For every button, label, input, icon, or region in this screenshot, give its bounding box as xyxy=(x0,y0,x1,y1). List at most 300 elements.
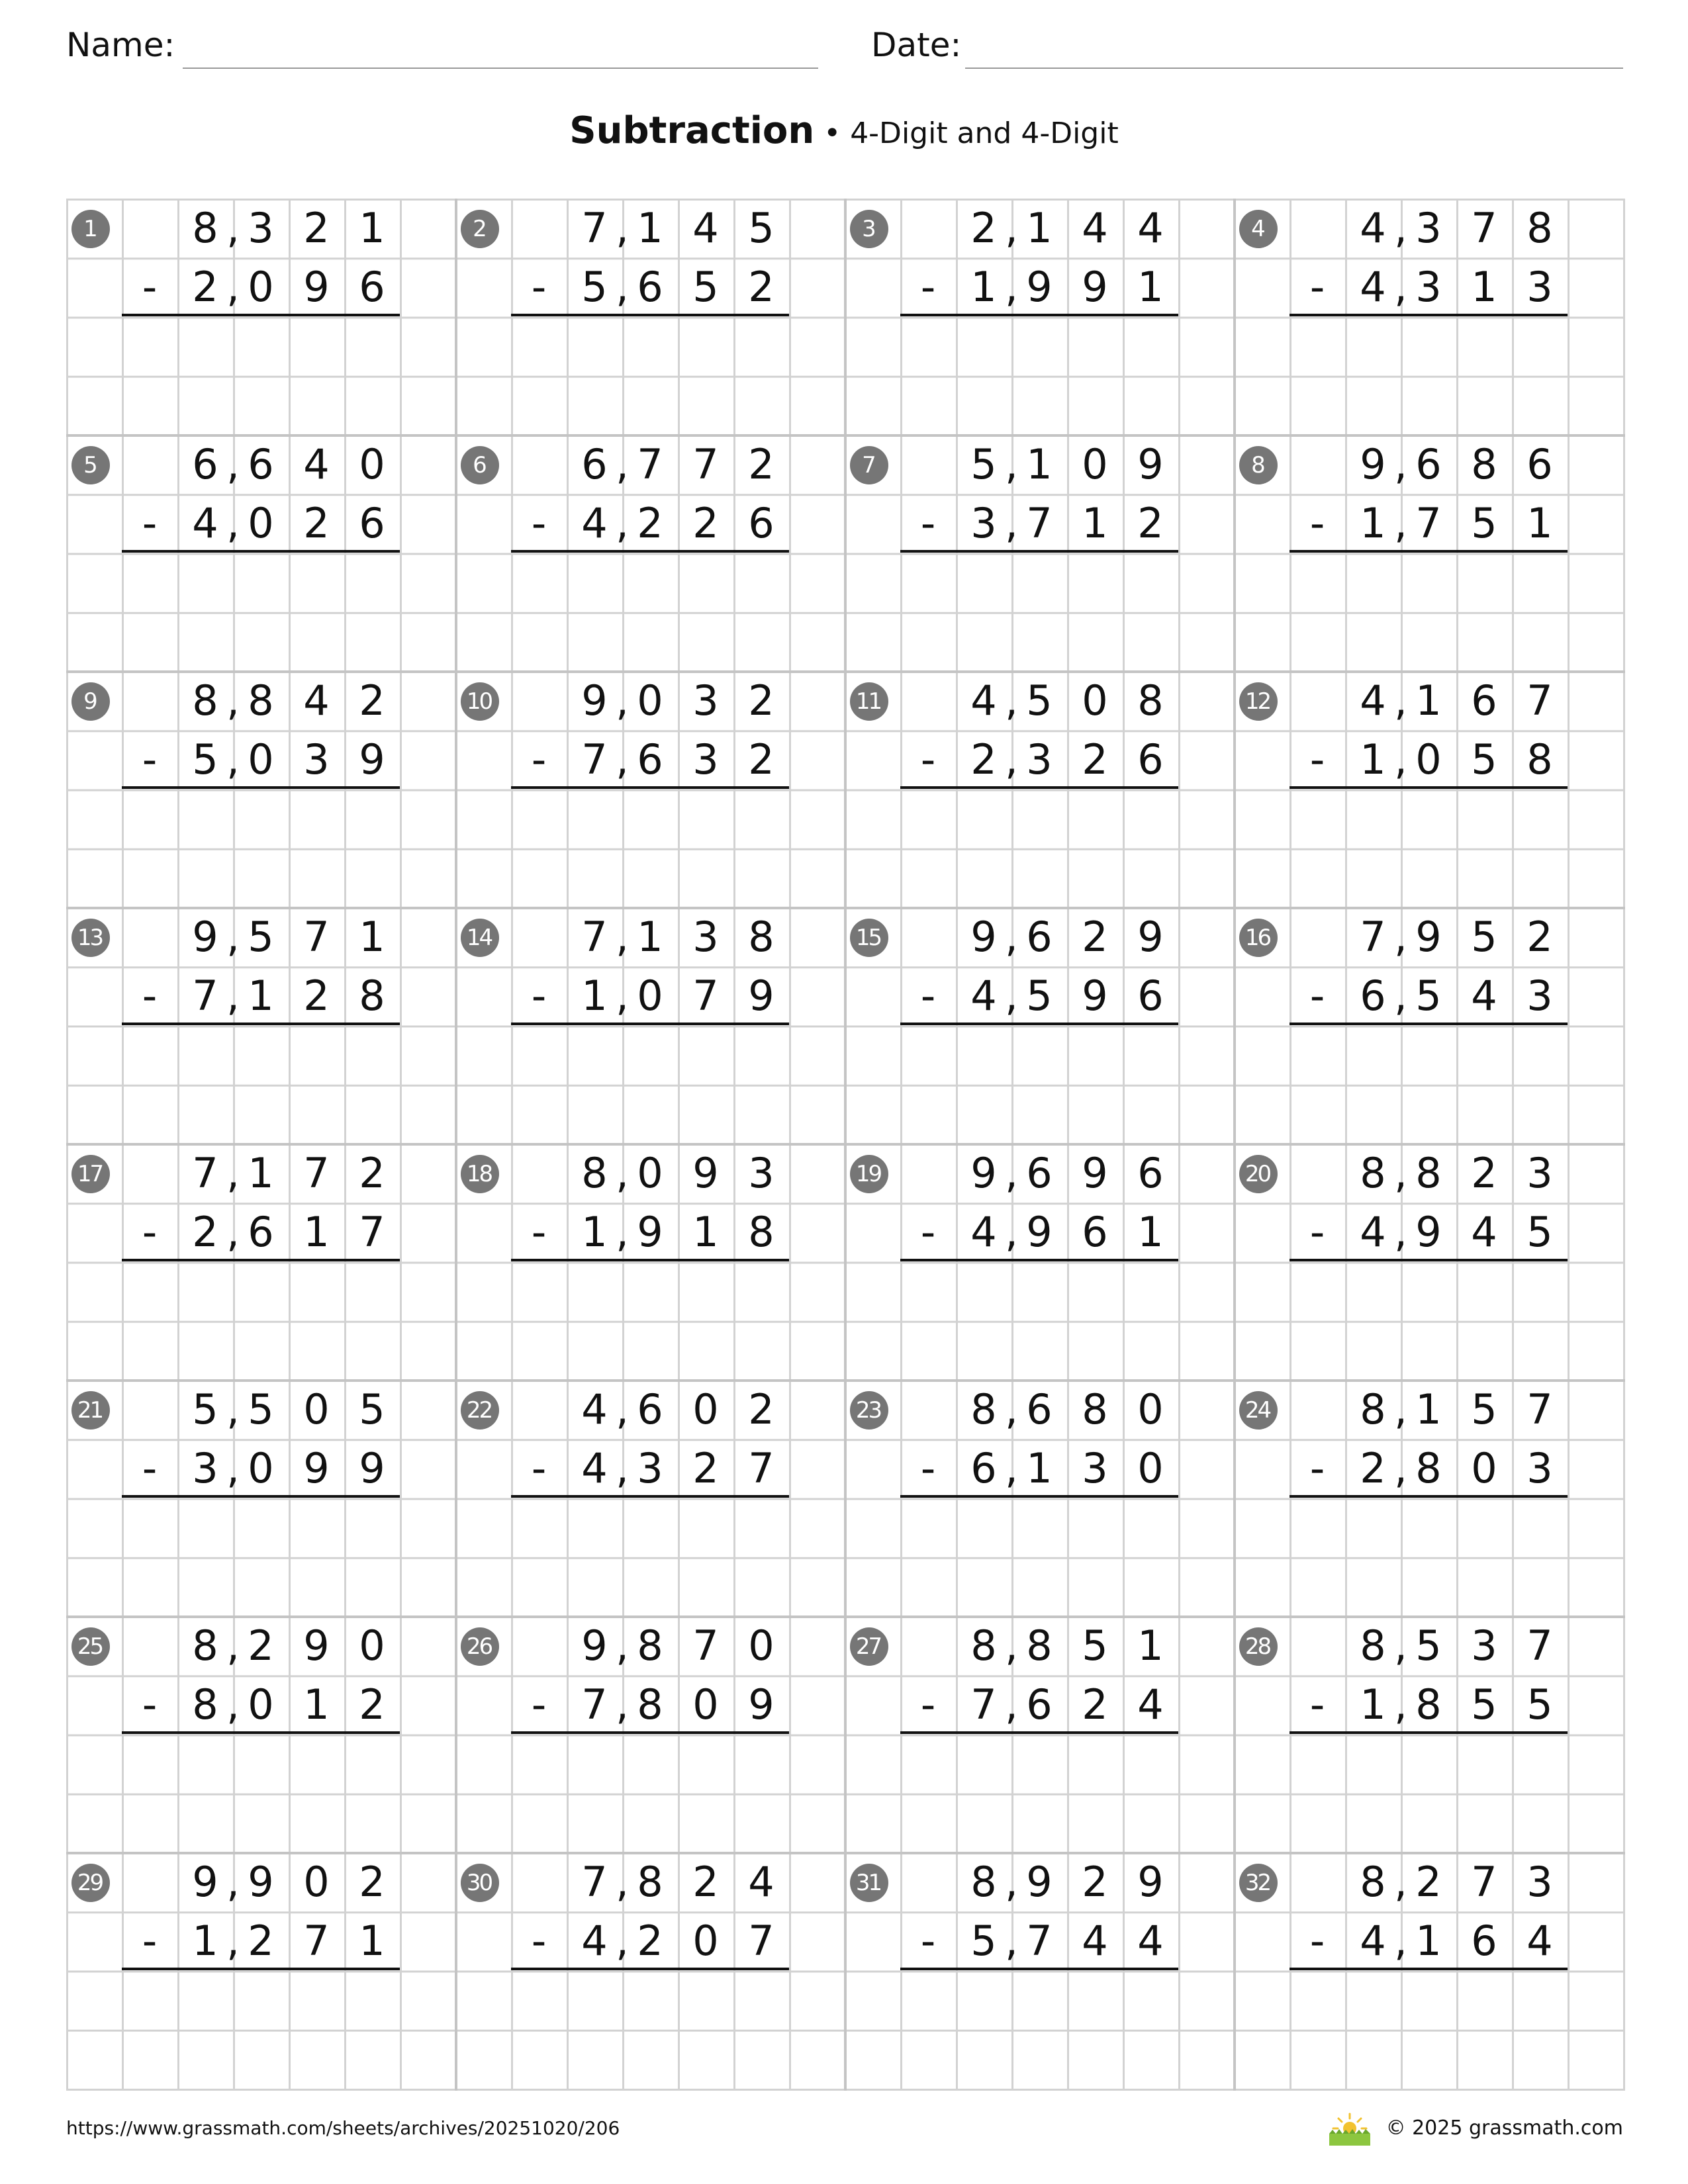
minus-sign: - xyxy=(920,1208,936,1256)
problem-number-badge: 16 xyxy=(1239,919,1278,957)
answer-area[interactable] xyxy=(511,1972,789,2084)
subtrahend-digit: 1 xyxy=(970,263,997,311)
thousands-comma: , xyxy=(226,263,240,311)
answer-area[interactable] xyxy=(122,1026,400,1139)
minuend-digit: 4 xyxy=(1082,204,1108,252)
minuend-digit: 6 xyxy=(581,440,608,488)
answer-line xyxy=(511,1495,789,1498)
footer-copyright: © 2025 grassmath.com xyxy=(1385,2116,1623,2140)
minuend-digit: 7 xyxy=(192,1149,218,1197)
minuend-digit: 1 xyxy=(248,1149,274,1197)
minuend-digit: 8 xyxy=(192,676,218,725)
answer-line xyxy=(1289,1968,1568,1970)
thousands-comma: , xyxy=(1005,204,1018,252)
thousands-comma: , xyxy=(616,972,629,1020)
minus-sign: - xyxy=(531,972,547,1020)
thousands-comma: , xyxy=(1005,913,1018,961)
subtrahend-digit: 8 xyxy=(359,972,385,1020)
subtrahend-digit: 7 xyxy=(1026,499,1053,547)
minuend-digit: 8 xyxy=(1360,1149,1386,1197)
minuend-digit: 9 xyxy=(192,913,218,961)
subtrahend-digit: 0 xyxy=(1137,1444,1164,1492)
answer-area[interactable] xyxy=(900,318,1178,430)
minuend-digit: 3 xyxy=(692,913,719,961)
minuend-digit: 2 xyxy=(1082,913,1108,961)
minuend-digit: 2 xyxy=(748,676,774,725)
minuend-digit: 2 xyxy=(1471,1149,1497,1197)
answer-area[interactable] xyxy=(1289,790,1568,903)
thousands-comma: , xyxy=(616,204,629,252)
thousands-comma: , xyxy=(1005,1385,1018,1433)
thousands-comma: , xyxy=(1005,1208,1018,1256)
problem-number-badge: 29 xyxy=(71,1864,110,1902)
minuend-digit: 8 xyxy=(1082,1385,1108,1433)
minuend-digit: 5 xyxy=(1026,676,1053,725)
thousands-comma: , xyxy=(616,1444,629,1492)
subtrahend-digit: 2 xyxy=(303,972,330,1020)
problem xyxy=(66,199,455,435)
minuend-digit: 9 xyxy=(692,1149,719,1197)
problem-number-badge: 1 xyxy=(71,210,110,248)
problem xyxy=(455,671,845,907)
minus-sign: - xyxy=(920,263,936,311)
thousands-comma: , xyxy=(1005,972,1018,1020)
subtrahend-digit: 1 xyxy=(1082,499,1108,547)
subtrahend-digit: 0 xyxy=(1415,735,1442,784)
subtrahend-digit: 4 xyxy=(581,1444,608,1492)
answer-area[interactable] xyxy=(900,1735,1178,1848)
problem-number-badge: 9 xyxy=(71,682,110,721)
minuend-digit: 2 xyxy=(1415,1858,1442,1906)
minuend-digit: 7 xyxy=(303,1149,330,1197)
minuend-digit: 2 xyxy=(748,1385,774,1433)
minus-sign: - xyxy=(1309,1208,1325,1256)
minus-sign: - xyxy=(142,1208,158,1256)
problem-number-badge: 10 xyxy=(461,682,499,721)
answer-area[interactable] xyxy=(122,1972,400,2084)
subtrahend-digit: 3 xyxy=(970,499,997,547)
subtrahend-digit: 5 xyxy=(1026,972,1053,1020)
minuend-digit: 5 xyxy=(970,440,997,488)
thousands-comma: , xyxy=(1005,499,1018,547)
thousands-comma: , xyxy=(1394,676,1407,725)
subtrahend-digit: 6 xyxy=(637,263,663,311)
minuend-digit: 4 xyxy=(1360,204,1386,252)
answer-line xyxy=(122,786,400,789)
minuend-digit: 8 xyxy=(1137,676,1164,725)
footer-url[interactable]: https://www.grassmath.com/sheets/archives/20251020/206 xyxy=(66,2117,620,2139)
subtrahend-digit: 2 xyxy=(1082,1680,1108,1729)
subtrahend-digit: 2 xyxy=(1360,1444,1386,1492)
problem-number-badge: 30 xyxy=(461,1864,499,1902)
subtrahend-digit: 7 xyxy=(359,1208,385,1256)
thousands-comma: , xyxy=(616,1149,629,1197)
minus-sign: - xyxy=(531,1208,547,1256)
subtrahend-digit: 3 xyxy=(1026,735,1053,784)
problem xyxy=(455,435,845,671)
title-main: Subtraction xyxy=(569,109,815,152)
subtrahend-digit: 9 xyxy=(303,263,330,311)
answer-area[interactable] xyxy=(900,1972,1178,2084)
answer-area[interactable] xyxy=(1289,1972,1568,2084)
minus-sign: - xyxy=(920,972,936,1020)
subtrahend-digit: 2 xyxy=(637,1917,663,1965)
answer-line xyxy=(1289,314,1568,316)
subtrahend-digit: 1 xyxy=(303,1680,330,1729)
minuend-digit: 8 xyxy=(581,1149,608,1197)
thousands-comma: , xyxy=(1394,1444,1407,1492)
minuend-digit: 9 xyxy=(970,913,997,961)
answer-area[interactable] xyxy=(511,790,789,903)
answer-area[interactable] xyxy=(122,554,400,666)
answer-area[interactable] xyxy=(1289,318,1568,430)
answer-area[interactable] xyxy=(900,1499,1178,1612)
thousands-comma: , xyxy=(616,1385,629,1433)
thousands-comma: , xyxy=(1005,263,1018,311)
minuend-digit: 0 xyxy=(359,440,385,488)
subtrahend-digit: 8 xyxy=(1526,735,1553,784)
answer-line xyxy=(900,550,1178,553)
minus-sign: - xyxy=(142,1444,158,1492)
minuend-digit: 6 xyxy=(192,440,218,488)
minuend-digit: 5 xyxy=(1082,1621,1108,1670)
answer-area[interactable] xyxy=(122,790,400,903)
subtrahend-digit: 0 xyxy=(248,499,274,547)
subtrahend-digit: 3 xyxy=(1526,1444,1553,1492)
answer-line xyxy=(511,314,789,316)
subtrahend-digit: 4 xyxy=(1471,1208,1497,1256)
minus-sign: - xyxy=(531,1680,547,1729)
problem xyxy=(455,1852,845,2089)
problem-number-badge: 18 xyxy=(461,1155,499,1193)
answer-line xyxy=(900,1968,1178,1970)
minuend-digit: 5 xyxy=(248,1385,274,1433)
minus-sign: - xyxy=(142,972,158,1020)
minuend-digit: 8 xyxy=(192,1621,218,1670)
subtrahend-digit: 2 xyxy=(692,1444,719,1492)
minuend-digit: 5 xyxy=(192,1385,218,1433)
subtrahend-digit: 1 xyxy=(1360,735,1386,784)
subtrahend-digit: 2 xyxy=(248,1917,274,1965)
thousands-comma: , xyxy=(616,735,629,784)
answer-area[interactable] xyxy=(900,790,1178,903)
minuend-digit: 9 xyxy=(192,1858,218,1906)
problem xyxy=(66,1852,455,2089)
thousands-comma: , xyxy=(226,1680,240,1729)
answer-area[interactable] xyxy=(511,1263,789,1375)
subtrahend-digit: 6 xyxy=(748,499,774,547)
subtrahend-digit: 4 xyxy=(192,499,218,547)
thousands-comma: , xyxy=(616,1858,629,1906)
subtrahend-digit: 3 xyxy=(1415,263,1442,311)
subtrahend-digit: 9 xyxy=(1082,263,1108,311)
problem-number-badge: 26 xyxy=(461,1627,499,1666)
subtrahend-digit: 1 xyxy=(1471,263,1497,311)
problem xyxy=(1234,1852,1623,2089)
minuend-digit: 7 xyxy=(581,913,608,961)
thousands-comma: , xyxy=(616,499,629,547)
minus-sign: - xyxy=(531,735,547,784)
problem-number-badge: 21 xyxy=(71,1391,110,1430)
thousands-comma: , xyxy=(1005,1858,1018,1906)
subtrahend-digit: 1 xyxy=(581,972,608,1020)
answer-area[interactable] xyxy=(1289,554,1568,666)
minuend-digit: 4 xyxy=(748,1858,774,1906)
minuend-digit: 0 xyxy=(692,1385,719,1433)
subtrahend-digit: 1 xyxy=(303,1208,330,1256)
answer-area[interactable] xyxy=(511,554,789,666)
subtrahend-digit: 2 xyxy=(1082,735,1108,784)
problem xyxy=(455,907,845,1144)
problem-number-badge: 32 xyxy=(1239,1864,1278,1902)
subtrahend-digit: 5 xyxy=(581,263,608,311)
minus-sign: - xyxy=(920,499,936,547)
thousands-comma: , xyxy=(226,1208,240,1256)
subtrahend-digit: 9 xyxy=(359,735,385,784)
minus-sign: - xyxy=(920,1917,936,1965)
minuend-digit: 8 xyxy=(970,1621,997,1670)
answer-area[interactable] xyxy=(511,1499,789,1612)
problem-number-badge: 8 xyxy=(1239,446,1278,484)
problem xyxy=(845,1852,1234,2089)
minuend-digit: 9 xyxy=(303,1621,330,1670)
subtrahend-digit: 6 xyxy=(1360,972,1386,1020)
subtrahend-digit: 2 xyxy=(692,499,719,547)
thousands-comma: , xyxy=(226,499,240,547)
answer-area[interactable] xyxy=(122,1499,400,1612)
subtrahend-digit: 1 xyxy=(1360,499,1386,547)
subtrahend-digit: 1 xyxy=(1026,1444,1053,1492)
name-label: Name: xyxy=(66,26,175,64)
minuend-digit: 1 xyxy=(1026,440,1053,488)
minuend-digit: 8 xyxy=(1360,1858,1386,1906)
worksheet-title xyxy=(0,105,1688,166)
thousands-comma: , xyxy=(616,676,629,725)
minuend-digit: 5 xyxy=(359,1385,385,1433)
subtrahend-digit: 7 xyxy=(1026,1917,1053,1965)
problem xyxy=(455,1144,845,1380)
thousands-comma: , xyxy=(616,263,629,311)
subtrahend-digit: 0 xyxy=(1471,1444,1497,1492)
subtrahend-digit: 2 xyxy=(303,499,330,547)
minuend-digit: 5 xyxy=(748,204,774,252)
minus-sign: - xyxy=(531,1917,547,1965)
minuend-digit: 8 xyxy=(970,1858,997,1906)
subtrahend-digit: 1 xyxy=(1526,499,1553,547)
answer-area[interactable] xyxy=(1289,1735,1568,1848)
thousands-comma: , xyxy=(1394,1149,1407,1197)
minuend-digit: 1 xyxy=(637,913,663,961)
minuend-digit: 8 xyxy=(970,1385,997,1433)
subtrahend-digit: 9 xyxy=(1082,972,1108,1020)
answer-line xyxy=(122,1968,400,1970)
problem xyxy=(845,1380,1234,1616)
problem xyxy=(66,1380,455,1616)
minuend-digit: 9 xyxy=(1082,1149,1108,1197)
minuend-digit: 2 xyxy=(1082,1858,1108,1906)
problem-number-badge: 22 xyxy=(461,1391,499,1430)
problem-number-badge: 19 xyxy=(850,1155,888,1193)
minuend-digit: 0 xyxy=(1137,1385,1164,1433)
minus-sign: - xyxy=(1309,735,1325,784)
thousands-comma: , xyxy=(1394,972,1407,1020)
minuend-digit: 1 xyxy=(1415,1385,1442,1433)
thousands-comma: , xyxy=(226,440,240,488)
problem-number-badge: 4 xyxy=(1239,210,1278,248)
thousands-comma: , xyxy=(616,1680,629,1729)
problem-number-badge: 28 xyxy=(1239,1627,1278,1666)
subtrahend-digit: 2 xyxy=(1137,499,1164,547)
subtrahend-digit: 5 xyxy=(1526,1208,1553,1256)
thousands-comma: , xyxy=(1005,440,1018,488)
answer-area[interactable] xyxy=(900,554,1178,666)
thousands-comma: , xyxy=(1005,1680,1018,1729)
minuend-digit: 1 xyxy=(1026,204,1053,252)
thousands-comma: , xyxy=(226,972,240,1020)
answer-line xyxy=(122,314,400,316)
subtrahend-digit: 8 xyxy=(192,1680,218,1729)
subtrahend-digit: 9 xyxy=(359,1444,385,1492)
answer-area[interactable] xyxy=(511,1735,789,1848)
subtrahend-digit: 5 xyxy=(1526,1680,1553,1729)
answer-line xyxy=(900,1259,1178,1261)
minuend-digit: 7 xyxy=(1526,1621,1553,1670)
subtrahend-digit: 6 xyxy=(1471,1917,1497,1965)
answer-area[interactable] xyxy=(1289,1499,1568,1612)
minuend-digit: 5 xyxy=(1415,1621,1442,1670)
subtrahend-digit: 4 xyxy=(1471,972,1497,1020)
minuend-digit: 2 xyxy=(359,1149,385,1197)
minuend-digit: 5 xyxy=(1471,1385,1497,1433)
minuend-digit: 9 xyxy=(970,1149,997,1197)
subtrahend-digit: 3 xyxy=(637,1444,663,1492)
minuend-digit: 8 xyxy=(1471,440,1497,488)
subtrahend-digit: 9 xyxy=(1415,1208,1442,1256)
minuend-digit: 1 xyxy=(1137,1621,1164,1670)
subtrahend-digit: 9 xyxy=(748,972,774,1020)
row-separator xyxy=(66,1852,1625,1854)
answer-area[interactable] xyxy=(1289,1026,1568,1139)
problem-number-badge: 20 xyxy=(1239,1155,1278,1193)
thousands-comma: , xyxy=(1394,1917,1407,1965)
minus-sign: - xyxy=(920,735,936,784)
minuend-digit: 0 xyxy=(303,1385,330,1433)
thousands-comma: , xyxy=(1005,676,1018,725)
problem xyxy=(1234,671,1623,907)
problem xyxy=(1234,907,1623,1144)
thousands-comma: , xyxy=(1394,913,1407,961)
row-separator xyxy=(66,1379,1625,1382)
minuend-digit: 3 xyxy=(748,1149,774,1197)
thousands-comma: , xyxy=(1394,204,1407,252)
problem-number-badge: 11 xyxy=(850,682,888,721)
answer-area[interactable] xyxy=(1289,1263,1568,1375)
thousands-comma: , xyxy=(1005,1917,1018,1965)
row-separator xyxy=(66,1615,1625,1618)
subtrahend-digit: 1 xyxy=(1137,263,1164,311)
minus-sign: - xyxy=(1309,1680,1325,1729)
minuend-digit: 2 xyxy=(970,204,997,252)
thousands-comma: , xyxy=(1394,1385,1407,1433)
problem-number-badge: 15 xyxy=(850,919,888,957)
minuend-digit: 7 xyxy=(637,440,663,488)
subtrahend-digit: 7 xyxy=(192,972,218,1020)
minuend-digit: 1 xyxy=(359,204,385,252)
minuend-digit: 3 xyxy=(248,204,274,252)
minuend-digit: 8 xyxy=(637,1621,663,1670)
answer-area[interactable] xyxy=(900,1263,1178,1375)
thousands-comma: , xyxy=(1394,440,1407,488)
minuend-digit: 8 xyxy=(1415,1149,1442,1197)
answer-area[interactable] xyxy=(511,1026,789,1139)
answer-area[interactable] xyxy=(511,318,789,430)
minuend-digit: 9 xyxy=(1026,1858,1053,1906)
thousands-comma: , xyxy=(226,1917,240,1965)
subtrahend-digit: 6 xyxy=(359,263,385,311)
answer-line xyxy=(1289,1495,1568,1498)
subtrahend-digit: 7 xyxy=(970,1680,997,1729)
answer-area[interactable] xyxy=(122,318,400,430)
subtrahend-digit: 6 xyxy=(637,735,663,784)
problem-number-badge: 3 xyxy=(850,210,888,248)
answer-line xyxy=(122,1731,400,1734)
subtrahend-digit: 5 xyxy=(1415,972,1442,1020)
subtrahend-digit: 6 xyxy=(970,1444,997,1492)
answer-line xyxy=(900,786,1178,789)
subtrahend-digit: 3 xyxy=(1526,972,1553,1020)
answer-area[interactable] xyxy=(900,1026,1178,1139)
minuend-digit: 4 xyxy=(303,440,330,488)
thousands-comma: , xyxy=(1005,1621,1018,1670)
minuend-digit: 3 xyxy=(1526,1858,1553,1906)
subtrahend-digit: 3 xyxy=(692,735,719,784)
answer-area[interactable] xyxy=(122,1735,400,1848)
subtrahend-digit: 2 xyxy=(192,263,218,311)
thousands-comma: , xyxy=(226,204,240,252)
thousands-comma: , xyxy=(1005,1444,1018,1492)
thousands-comma: , xyxy=(616,1208,629,1256)
problem-number-badge: 7 xyxy=(850,446,888,484)
date-line[interactable] xyxy=(965,68,1623,69)
minuend-digit: 3 xyxy=(692,676,719,725)
date-label: Date: xyxy=(871,26,962,64)
answer-line xyxy=(900,1023,1178,1025)
subtrahend-digit: 8 xyxy=(748,1208,774,1256)
minuend-digit: 9 xyxy=(1137,440,1164,488)
problem xyxy=(455,1380,845,1616)
subtrahend-digit: 0 xyxy=(248,1444,274,1492)
problem-number-badge: 12 xyxy=(1239,682,1278,721)
subtrahend-digit: 6 xyxy=(1082,1208,1108,1256)
minuend-digit: 2 xyxy=(692,1858,719,1906)
answer-line xyxy=(1289,786,1568,789)
answer-area[interactable] xyxy=(122,1263,400,1375)
minus-sign: - xyxy=(531,1444,547,1492)
thousands-comma: , xyxy=(616,1917,629,1965)
minuend-digit: 9 xyxy=(1137,1858,1164,1906)
thousands-comma: , xyxy=(616,913,629,961)
problem xyxy=(845,1616,1234,1852)
problem xyxy=(66,435,455,671)
subtrahend-digit: 7 xyxy=(1415,499,1442,547)
minuend-digit: 8 xyxy=(1360,1621,1386,1670)
thousands-comma: , xyxy=(616,1621,629,1670)
subtrahend-digit: 7 xyxy=(303,1917,330,1965)
subtrahend-digit: 0 xyxy=(692,1680,719,1729)
subtrahend-digit: 5 xyxy=(1471,1680,1497,1729)
name-line[interactable] xyxy=(183,68,818,69)
minuend-digit: 9 xyxy=(1415,913,1442,961)
